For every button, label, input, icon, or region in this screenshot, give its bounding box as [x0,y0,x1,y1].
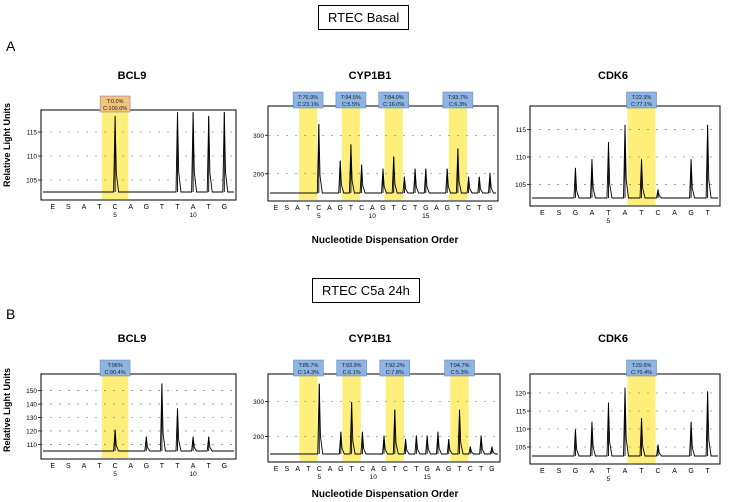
dispensation-letter: T [639,468,644,475]
cpg-label-text: C:6.3% [448,102,467,108]
dispensation-letter: A [81,204,87,211]
dispensation-letter: T [206,204,211,211]
position-label: 10 [189,212,197,219]
y-tick-label: 110 [26,441,37,449]
dispensation-letter: G [424,466,430,473]
dispensation-letter: E [50,463,56,470]
dispensation-letter: S [65,204,71,211]
y-tick-label: 200 [253,434,264,441]
dispensation-letter: G [572,210,579,217]
cpg-label-text: C:6.1% [342,370,361,376]
cpg-highlight-band [299,375,317,461]
y-tick-label: 200 [253,171,264,179]
dispensation-letter: T [606,210,611,217]
cpg-label-text: C:100.0% [103,106,128,112]
position-label: 10 [369,474,377,481]
y-axis-label-a: Relative Light Units [2,103,12,188]
dispensation-letter: A [622,468,628,475]
dispensation-letter: A [589,210,595,217]
chart-title-a-cdk6: CDK6 [598,70,628,82]
dispensation-letter: T [306,466,311,473]
dispensation-letter: A [295,205,300,212]
dispensation-letter: A [128,204,134,211]
y-tick-label: 105 [26,177,37,185]
dispensation-letter: G [143,204,150,211]
y-axis-label-b: Relative Light Units [2,368,12,453]
dispensation-letter: T [206,463,211,470]
dispensation-letter: C [359,466,365,473]
dispensation-letter: A [370,466,376,473]
cpg-label-text: C:16.0% [383,102,405,108]
cpg-label-text: T:93.9% [341,363,362,369]
dispensation-letter: G [143,463,150,470]
dispensation-letter: C [316,205,322,212]
dispensation-letter: A [190,204,196,211]
dispensation-letter: E [273,205,279,212]
dispensation-letter: T [391,205,396,212]
position-label: 5 [317,474,322,481]
dispensation-letter: T [305,205,311,212]
dispensation-letter: T [97,463,102,470]
y-tick-label: 130 [26,415,37,422]
dispensation-letter: T [705,210,710,217]
dispensation-letter: C [467,466,473,473]
cpg-label-text: T:93.7% [447,95,468,101]
cpg-label-text: C:70.4% [630,370,653,376]
dispensation-letter: E [540,210,545,217]
pyrogram-a-bcl9 [16,90,238,220]
dispensation-letter: E [540,468,545,475]
dispensation-letter: T [159,463,165,470]
position-label: 5 [317,213,321,220]
cpg-label-text: T:94.5% [340,95,361,101]
position-label: 5 [113,212,117,219]
y-tick-label: 300 [253,132,264,140]
dispensation-letter: T [159,204,165,211]
dispensation-letter: C [359,205,365,212]
dispensation-letter: G [572,468,579,475]
dispensation-letter: T [477,205,482,212]
cpg-label-text: C:7.8% [385,370,404,376]
cpg-label-text: T:29.6% [631,363,652,369]
y-tick-label: 115 [26,129,37,137]
dispensation-letter: G [446,466,452,473]
dispensation-letter: T [392,466,397,473]
dispensation-letter: C [401,205,407,212]
panel-letter-b: B [6,306,16,322]
dispensation-letter: S [556,468,562,475]
dispensation-letter: A [295,466,301,473]
y-tick-label: 140 [26,401,37,409]
condition-title-a: RTEC Basal [318,5,409,30]
dispensation-letter: C [112,204,118,211]
dispensation-letter: G [487,205,493,212]
dispensation-letter: C [112,463,118,470]
dispensation-letter: T [175,204,180,211]
dispensation-letter: T [455,205,461,212]
dispensation-letter: C [466,205,472,212]
dispensation-letter: A [327,466,333,473]
dispensation-letter: G [380,205,386,212]
plot-frame [41,374,236,459]
cpg-label-text: T:22.9% [631,95,652,101]
dispensation-letter: A [435,466,441,473]
dispensation-letter: G [423,205,429,212]
cpg-label-text: T:0.0% [106,99,124,105]
dispensation-letter: C [655,468,661,475]
dispensation-letter: A [434,205,439,212]
dispensation-letter: T [606,468,611,475]
y-tick-label: 120 [515,390,526,398]
dispensation-letter: G [688,210,694,217]
dispensation-letter: S [65,463,71,470]
cpg-label-text: C:23.1% [297,102,319,108]
dispensation-letter: G [444,205,450,212]
dispensation-letter: A [622,210,628,217]
y-tick-label: 115 [515,127,526,135]
pyrogram-b-cdk6 [510,352,722,484]
position-label: 5 [113,471,117,478]
dispensation-letter: A [327,205,332,212]
cpg-label-text: T:96% [107,363,123,369]
cpg-label-text: T:85.7% [298,363,319,369]
cpg-highlight-band [299,107,317,200]
cpg-label-text: C:90.4% [104,370,126,376]
dispensation-letter: G [381,466,387,473]
cpg-label-text: T:76.9% [298,95,319,101]
y-tick-label: 120 [26,428,37,436]
dispensation-letter: C [655,210,661,217]
dispensation-letter: A [672,210,677,217]
dispensation-letter: S [284,205,290,212]
y-tick-label: 300 [253,399,264,406]
y-tick-label: 110 [26,153,37,161]
dispensation-letter: E [50,204,56,211]
chart-title-a-cyp1b1: CYP1B1 [348,70,392,82]
y-tick-label: 110 [515,426,526,434]
chart-title-b-bcl9: BCL9 [117,333,147,345]
dispensation-letter: A [672,468,677,475]
cpg-label-text: C:77.1% [630,102,653,108]
cpg-label-text: C:5.5% [341,102,360,108]
condition-title-b: RTEC C5a 24h [312,278,420,303]
dispensation-letter: G [337,205,343,212]
dispensation-letter: G [221,204,228,211]
cpg-label-text: C:14.3% [297,370,320,376]
y-tick-label: 105 [515,181,526,189]
chart-title-b-cdk6: CDK6 [598,333,628,345]
pyrogram-a-cdk6 [510,88,722,228]
dispensation-letter: A [589,468,595,475]
dispensation-letter: S [284,466,290,473]
cpg-label-text: T:92.2% [384,363,405,369]
dispensation-letter: T [705,468,710,475]
dispensation-letter: T [175,463,180,470]
dispensation-letter: T [639,210,644,217]
dispensation-letter: G [489,466,495,473]
y-tick-label: 105 [515,444,526,452]
dispensation-letter: G [338,466,344,473]
x-axis-label-b: Nucleotide Dispensation Order [311,489,459,500]
dispensation-letter: T [457,466,462,473]
dispensation-letter: T [412,205,418,212]
dispensation-letter: C [316,466,322,473]
position-label: 5 [606,476,611,483]
pyrogram-b-cyp1b1 [240,352,502,482]
position-label: 15 [423,474,431,481]
plot-frame [41,110,236,200]
dispensation-letter: T [349,466,354,473]
y-tick-label: 150 [26,388,37,396]
position-label: 15 [422,213,430,220]
position-label: 5 [606,218,611,225]
dispensation-letter: C [403,466,409,473]
dispensation-letter: G [688,468,694,475]
panel-letter-a: A [6,38,16,54]
dispensation-letter: S [556,210,562,217]
pyrogram-a-cyp1b1 [240,88,500,223]
x-axis-label-a: Nucleotide Dispensation Order [311,235,459,246]
dispensation-letter: T [97,204,102,211]
cpg-label-text: C:5.3% [450,370,469,376]
y-tick-label: 110 [515,154,526,162]
chart-title-a-bcl9: BCL9 [117,70,147,82]
cpg-label-text: T:94.7% [449,363,470,369]
dispensation-letter: T [478,466,484,473]
pyrogram-b-bcl9 [16,352,238,480]
position-label: 10 [368,213,376,220]
y-tick-label: 115 [515,408,526,416]
dispensation-letter: T [348,205,354,212]
chart-title-b-cyp1b1: CYP1B1 [348,333,392,345]
dispensation-letter: A [369,205,375,212]
dispensation-letter: A [190,463,196,470]
position-label: 10 [189,471,197,478]
dispensation-letter: E [273,466,279,473]
dispensation-letter: A [128,463,134,470]
cpg-label-text: T:84.0% [383,95,404,101]
dispensation-letter: G [221,463,228,470]
dispensation-letter: T [414,466,419,473]
dispensation-letter: A [81,463,87,470]
